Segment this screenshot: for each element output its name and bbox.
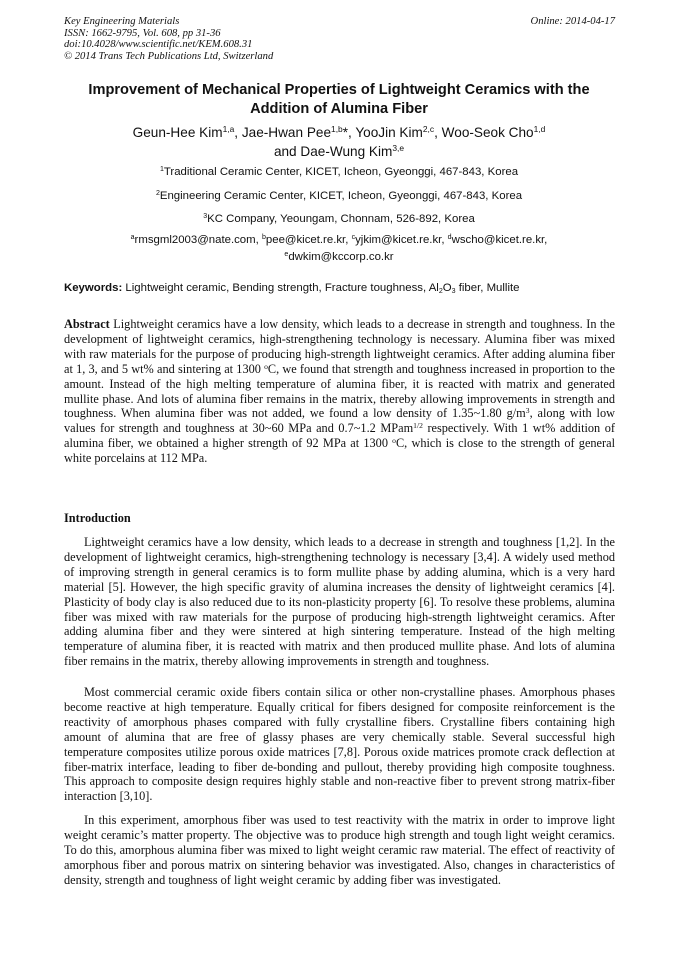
- author-name: Woo-Seok Cho: [441, 125, 534, 140]
- email-superscript: d: [447, 234, 452, 242]
- journal-name: Key Engineering Materials: [64, 16, 180, 27]
- title-line-1: Improvement of Mechanical Properties of Lightweight Ceramics with the: [88, 82, 590, 98]
- email-address[interactable]: rmsgml2003@nate.com,: [134, 234, 259, 246]
- paper-title: [52, 81, 626, 119]
- intro-paragraph-2: Most commercial ceramic oxide fibers contain silica or other non-crystalline phases. Amorphous phases become reactive at high temperature. Equally critical for fibers designed for composite reinforcement is the reactivity of amorphous phases compared with fully crystalline fibers. Crystalline fibers containing high amount of alumina that are free of glassy phases are very chemically stable. Several successful high temperature composites utilize porous oxide matrices [7,8]. Porous oxide matrices promote crack deflection at fiber-matrix interface, leading to fiber de-bonding and pullout, thereby providing high composite toughness. This approach to composite design requires highly stable and non-reactive fiber to prevent strong matrix-fiber interaction [3,10].: [64, 685, 615, 804]
- email-line-2: [52, 249, 626, 266]
- abstract-text: , along with low values for strength and toughness at 30~60 MPa and 0.7~1.2 MPam: [64, 406, 615, 436]
- email-superscript: c: [351, 234, 356, 242]
- superscript: 1/2: [413, 421, 423, 431]
- abstract-text: C, which is close to the strength of general white porcelains at 112 MPa.: [64, 436, 615, 466]
- author-name: Jae-Hwan Pee: [241, 125, 332, 140]
- superscript: 3: [525, 406, 530, 416]
- keywords-text: O: [442, 282, 452, 294]
- keywords-label: Keywords:: [64, 282, 123, 294]
- online-date: Online: 2014-04-17: [530, 16, 615, 27]
- subscript: 3: [451, 288, 456, 296]
- email-superscript: e: [284, 251, 289, 259]
- author-line-1: Geun-Hee Kim$^{1,a}$, Jae-Hwan Pee$^{1,b}$*, YooJin Kim$^{2,c}$, Woo-Seok Cho$^{1,d}$: [132, 124, 546, 140]
- copyright-line: © 2014 Trans Tech Publications Ltd, Switzerland: [64, 50, 274, 62]
- email-address[interactable]: yjkim@kicet.re.kr,: [355, 234, 445, 246]
- intro-paragraph-3: In this experiment, amorphous fiber was used to test reactivity with the matrix in order to improve light weight ceramic’s matter property. The objective was to produce high strength and tough light weight ceramics. To do this, amorphous alumina fiber was mixed to light weight ceramic raw material. The effect of reactivity of amorphous fiber and porous matrix on sintering behavior was investigated. Also, changes in characteristics of density, strength and toughness of light weight ceramic by adding fiber was investigated.: [64, 813, 615, 887]
- author-list: [52, 123, 626, 161]
- abstract-text: respectively. With 1 wt% addition of alumina fiber, we obtained a higher strength of 92 MPa at 1300: [64, 421, 616, 451]
- affiliation-superscript: 1: [159, 166, 164, 174]
- degree-superscript: o: [392, 436, 396, 446]
- affiliation-text: Traditional Ceramic Center, KICET, Icheon, Gyeonggi, 467-843, Korea: [163, 166, 519, 178]
- affiliation-1: [52, 165, 626, 180]
- email-line-1: [52, 232, 626, 249]
- author-emails: [52, 232, 626, 266]
- affiliation-text: KC Company, Yeoungam, Chonnam, 526-892, Korea: [207, 213, 475, 225]
- author-conjunction: and: [273, 144, 297, 159]
- keywords: [64, 281, 615, 296]
- author-line-2: [52, 142, 626, 161]
- affiliation-3: [52, 212, 626, 227]
- author-superscript: 3,e: [392, 143, 405, 154]
- affiliation-superscript: 3: [203, 213, 208, 221]
- email-superscript: a: [130, 234, 135, 242]
- doi-line: doi:10.4028/www.scientific.net/KEM.608.31: [64, 39, 253, 51]
- issn-line: ISSN: 1662-9795, Vol. 608, pp 31-36: [64, 27, 221, 39]
- abstract-text: Lightweight ceramics have a low density, which leads to a decrease in strength and toughness. In the development of lightweight ceramics, high-strengthening technology is necessary. Alumina fiber was mixed with raw materials for the purpose of producing high-strength lightweight ceramics. After adding alumina fiber at 1, 3, and 5 wt% and sintering at 1300: [64, 317, 615, 376]
- author-name: Geun-Hee Kim: [132, 125, 223, 140]
- affiliation-text: Engineering Ceramic Center, KICET, Icheon, Gyeonggi, 467-843, Korea: [159, 190, 523, 202]
- section-heading-introduction: Introduction: [64, 511, 131, 525]
- keywords-text: fiber, Mullite: [455, 282, 520, 294]
- abstract-text: C, we found that strength and toughness increased in proportion to the amount. Instead of the high melting temperature of alumina fiber, it is reacted with matrix and generated mullite phase. And lots of alumina fiber remains in the matrix, thereby allowing improvements in strength and toughness. When alumina fiber was not added, we found a low density of 1.35~1.80 g/m: [64, 361, 615, 421]
- subscript: 2: [438, 288, 443, 296]
- affiliation-superscript: 2: [155, 190, 160, 198]
- title-line-2: Addition of Alumina Fiber: [250, 101, 428, 117]
- author-superscript: 2,c: [422, 124, 435, 135]
- author-superscript: 1,d: [533, 124, 546, 135]
- degree-superscript: o: [264, 361, 268, 371]
- intro-paragraph-1: Lightweight ceramics have a low density, which leads to a decrease in strength and toughness [1,2]. In the development of lightweight ceramics, high-strengthening technology is necessary [3,4]. A widely used method of improving strength in general ceramics is to form mullite phase by adding alumina, which is a very hard material [5]. However, the high specific gravity of alumina increases the density of lightweight ceramics [4]. Plasticity of body clay is also reduced due to its non-plasticity property [6]. To resolve these problems, alumina fiber was mixed with raw materials for the purpose of producing high-strength lightweight ceramics. After adding alumina fiber and they were sintered at high sintering temperature. Instead of the high melting temperature of alumina fiber, it is reacted with matrix and then produced mullite phase. And lots of alumina fiber remains in the matrix, thereby allowing improvements in strength and toughness.: [64, 535, 615, 669]
- email-address[interactable]: wscho@kicet.re.kr,: [451, 234, 548, 246]
- author-superscript: 1,b: [331, 124, 343, 135]
- corresponding-author-mark: *: [342, 125, 349, 140]
- affiliation-2: [52, 189, 626, 204]
- abstract: [64, 317, 615, 466]
- email-address[interactable]: pee@kicet.re.kr,: [265, 234, 349, 246]
- author-name: YooJin Kim: [355, 125, 423, 140]
- abstract-label: Abstract: [64, 317, 110, 331]
- keywords-text: Lightweight ceramic, Bending strength, Fracture toughness, Al: [125, 282, 439, 294]
- author-name: Dae-Wung Kim: [300, 144, 393, 159]
- email-superscript: b: [261, 234, 266, 242]
- journal-header: [64, 16, 615, 62]
- author-superscript: 1,a: [222, 124, 235, 135]
- email-address[interactable]: dwkim@kccorp.co.kr: [288, 251, 394, 263]
